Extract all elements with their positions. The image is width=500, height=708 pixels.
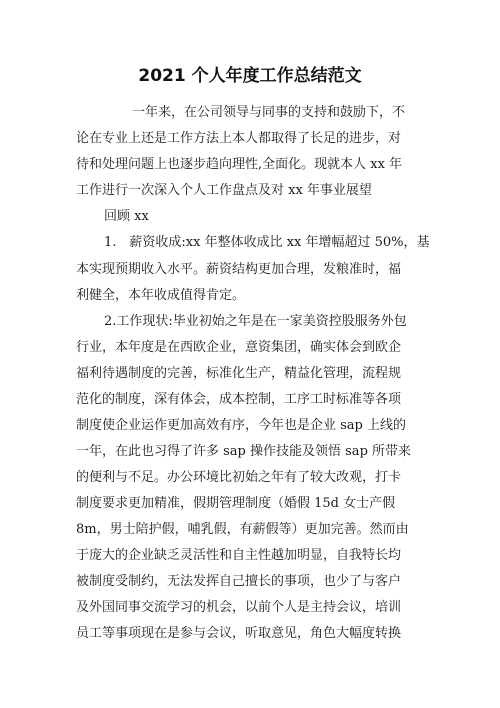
paragraph-line: 制度要求更加精准，假期管理制度（婚假 15d 女士产假 [76,496,396,511]
paragraph-line: 被制度受制约，无法发挥自己擅长的事项，也少了与客户 [76,574,402,589]
paragraph-line: 本实现预期收入水平。薪资结构更加合理，发粮准时，福 [76,262,402,277]
paragraph-line: 论在专业上还是工作方法上本人都取得了长足的进步，对 [76,131,402,146]
paragraph-line: 及外国同事交流学习的机会，以前个人是主持会议，培训 [76,600,402,615]
section-heading: 回顾 xx [104,209,149,224]
paragraph-line: 一年，在此也习得了许多 sap 操作技能及领悟 sap 所带来 [76,444,412,459]
paragraph-line: 制度使企业运作更加高效有序，今年也是企业 sap 上线的 [76,418,407,433]
paragraph-line: 2.工作现状:毕业初始之年是在一家美资控股服务外包 [104,314,407,329]
paragraph-line: 待和处理问题上也逐步趋向理性,全面化。现就本人 xx 年 [76,157,403,172]
paragraph-line: 福利待遇制度的完善，标准化生产，精益化管理，流程规 [76,366,402,381]
paragraph-line: 的便利与不足。办公环境比初始之年有了较大改观，打卡 [76,470,402,485]
paragraph-line: 范化的制度，深有体会，成本控制，工序工时标准等各项 [76,392,402,407]
paragraph-line: 工作进行一次深入个人工作盘点及对 xx 年事业展望 [76,183,372,198]
paragraph-line: 于庞大的企业缺乏灵活性和自主性越加明显，自我特长均 [76,548,402,563]
paragraph-line: 8m，男士陪护假，哺乳假，有薪假等）更加完善。然而由 [76,522,409,537]
document-title: 2021 个人年度工作总结范文 [138,66,362,86]
paragraph-line: 员工等事项现在是参与会议，听取意见，角色大幅度转换 [76,626,402,641]
paragraph-line: 一年来，在公司领导与同事的支持和鼓励下，不 [132,105,406,120]
paragraph-line: 行业，本年度是在西欧企业，意资集团，确实体会到欧企 [76,340,402,355]
paragraph-line: 1. 薪资收成:xx 年整体收成比 xx 年增幅超过 50%，基 [104,235,430,250]
paragraph-line: 利健全，本年收成值得肯定。 [76,288,246,303]
